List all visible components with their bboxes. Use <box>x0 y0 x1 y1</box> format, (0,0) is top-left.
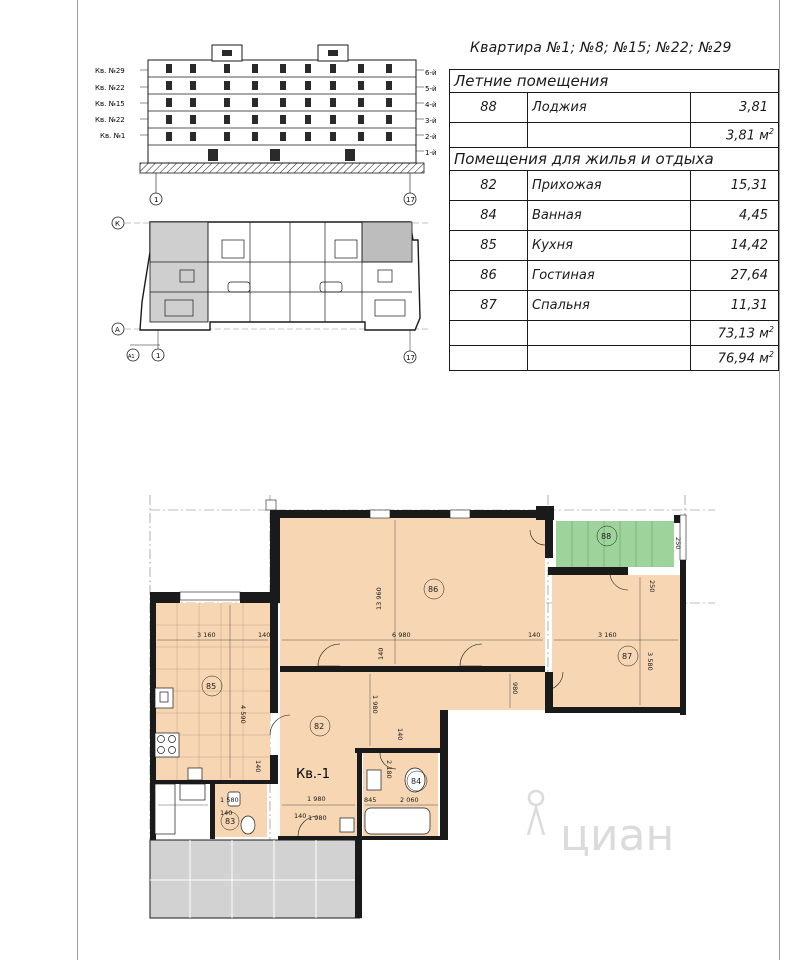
room-number: 85 <box>450 231 528 261</box>
elevation-apartment-label: Кв. №1 <box>100 132 126 140</box>
axis-label: 1 <box>154 196 159 204</box>
room-number: 82 <box>450 171 528 201</box>
apartment-label: Кв.-1 <box>296 767 330 782</box>
elevation-apartment-label: Кв. №22 <box>95 116 125 124</box>
axis-label: 1 <box>156 352 161 360</box>
dimension-text: 1 980 <box>371 695 379 714</box>
dimension-text: 140 <box>220 809 233 817</box>
room-tag: 83 <box>225 817 236 826</box>
building-elevation <box>95 45 437 205</box>
axis-label: 17 <box>406 354 415 362</box>
summer-total: 3,81 $м^2$ <box>691 123 779 148</box>
floor-level-label: 5-й <box>425 85 437 93</box>
room-number: 87 <box>450 291 528 321</box>
room-tag: 86 <box>428 585 439 594</box>
room-tag: 84 <box>411 777 422 786</box>
dimension-text: 250 <box>674 537 682 550</box>
dimension-text: 2 060 <box>400 796 419 804</box>
elevation-apartment-label: Кв. №15 <box>95 100 125 108</box>
dimension-text: 140 <box>294 812 307 820</box>
room-number: 88 <box>450 93 528 123</box>
room-area: 14,42 <box>691 231 779 261</box>
elevation-apartment-label: Кв. №22 <box>95 84 125 92</box>
room-area: 15,31 <box>691 171 779 201</box>
floor-level-label: 2-й <box>425 133 437 141</box>
room-tag: 82 <box>314 722 325 731</box>
grand-total: 76,94 $м^2$ <box>691 346 779 371</box>
watermark-text: циан <box>560 810 675 861</box>
dimension-text: 3 160 <box>598 631 617 639</box>
dimension-text: 4 590 <box>239 705 247 724</box>
dimension-text: 6 980 <box>392 631 411 639</box>
room-86-living <box>280 518 545 666</box>
room-name: Спальня <box>528 291 691 321</box>
room-area: 4,45 <box>691 201 779 231</box>
room-name: Ванная <box>528 201 691 231</box>
dimension-text: 845 <box>364 796 377 804</box>
axis-label: А1 <box>128 354 135 360</box>
room-88-loggia <box>556 521 674 567</box>
apartment-title: Квартира №1; №8; №15; №22; №29 <box>470 40 732 56</box>
dimension-text: 3 160 <box>197 631 216 639</box>
dimension-text: 1 980 <box>307 795 326 803</box>
floor-level-label: 3-й <box>425 117 437 125</box>
room-name: Прихожая <box>528 171 691 201</box>
dimension-text: 2 180 <box>385 760 393 779</box>
room-area: 3,81 <box>691 93 779 123</box>
dimension-text: 140 <box>377 647 385 660</box>
dimension-text: 250 <box>648 580 656 593</box>
dimension-text: 140 <box>528 631 541 639</box>
dimension-text: 980 <box>511 682 519 695</box>
dimension-text: 140 <box>396 728 404 741</box>
dimension-text: 13 960 <box>375 587 383 610</box>
location-pin-icon <box>529 791 543 805</box>
elevation-apartment-label: Кв. №29 <box>95 67 125 75</box>
room-tag: 85 <box>206 682 217 691</box>
floor-level-label: 6-й <box>425 69 437 77</box>
cian-watermark <box>528 791 674 861</box>
section-title-summer: Летние помещения <box>450 70 779 93</box>
room-number: 84 <box>450 201 528 231</box>
dimension-text: 140 <box>258 631 271 639</box>
key-plan-highlight <box>150 222 208 322</box>
room-name: Лоджия <box>528 93 691 123</box>
living-total: 73,13 $м^2$ <box>691 321 779 346</box>
axis-label: 17 <box>406 196 415 204</box>
room-tag: 88 <box>601 532 612 541</box>
floor-level-label: 1-й <box>425 149 437 157</box>
axis-label: К <box>115 220 120 228</box>
room-name: Кухня <box>528 231 691 261</box>
floor-level-label: 4-й <box>425 101 437 109</box>
key-floor-plan <box>112 217 430 363</box>
room-area: 27,64 <box>691 261 779 291</box>
room-tag: 87 <box>622 652 633 661</box>
room-87-bedroom <box>552 575 680 707</box>
dimension-text: 1 980 <box>308 814 327 822</box>
room-area: 11,31 <box>691 291 779 321</box>
section-title-living: Помещения для жилья и отдыха <box>450 148 779 171</box>
room-number: 86 <box>450 261 528 291</box>
axis-label: А <box>115 326 120 334</box>
dimension-text: 3 580 <box>646 652 654 671</box>
dimension-text: 1 580 <box>220 796 239 804</box>
room-name: Гостиная <box>528 261 691 291</box>
balcony-area <box>150 840 360 918</box>
dimension-text: 140 <box>254 760 262 773</box>
